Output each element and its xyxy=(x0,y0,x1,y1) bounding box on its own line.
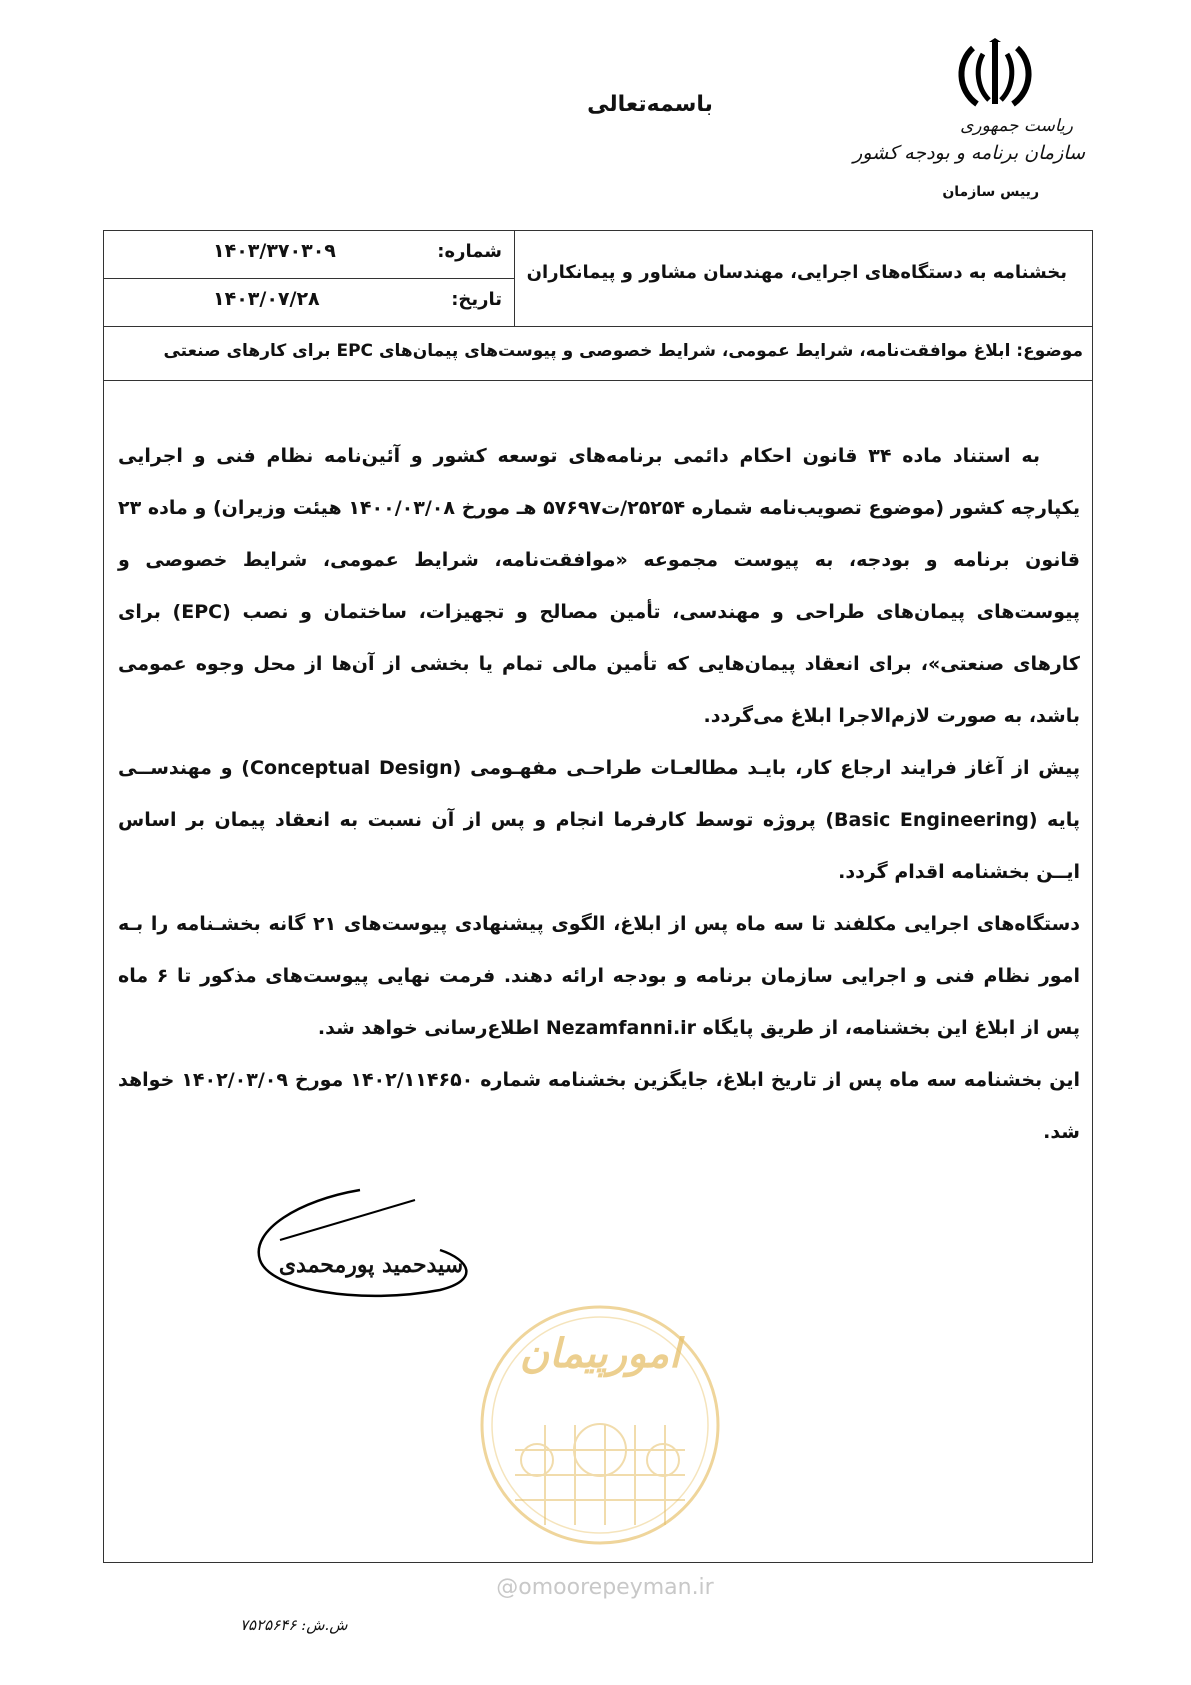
body-paragraph: به استناد ماده ۳۴ قانون احکام دائمی برنامه‌های توسعه کشور و آئین‌نامه نظام فنی و اجرایی یکپارچه کشور (موضوع تصویب‌نامه شماره ۲۵۲۵۴/ت۵۷۶۹۷ هـ مورخ ۱۴۰۰/۰۳/۰۸ هیئت وزیران) و ماده ۲۳ قانون برنامه و بودجه، به پیوست مجموعه «موافقت‌نامه، شرایط عمومی، شرایط خصوصی و پیوست‌های پیمان‌های طراحی و مهندسی، تأمین مصالح و تجهیزات، ساختمان و نصب (EPC) برای کارهای صنعتی»، برای انعقاد پیمان‌هایی که تأمین مالی تمام یا بخشی از آن‌ها از محل وجوه عمومی باشد، به صورت لازم‌الاجرا ابلاغ می‌گردد. xyxy=(118,445,1080,727)
date-row xyxy=(103,278,514,326)
subject-text: موضوع: ابلاغ موافقت‌نامه، شرایط عمومی، شرایط خصوصی و پیوست‌های پیمان‌های EPC برای کارهای صنعتی xyxy=(163,341,1083,361)
recipient-line: بخشنامه به دستگاه‌های اجرایی، مهندسان مشاور و پیمانکاران xyxy=(526,262,1067,283)
signature-scribble-icon xyxy=(240,1180,490,1320)
letter-body xyxy=(118,430,1080,1158)
watermark: @omoorepeyman.ir xyxy=(496,1575,714,1600)
official-stamp xyxy=(475,1300,725,1550)
date-value: ۱۴۰۳/۰۷/۲۸ xyxy=(213,288,320,310)
emblem-icon xyxy=(955,38,1035,110)
page-title: باسمه‌تعالی xyxy=(587,92,713,117)
government-emblem xyxy=(853,38,1085,218)
stamp-text: امورپیمان xyxy=(519,1330,681,1377)
number-row xyxy=(103,230,514,279)
number-label: شماره: xyxy=(437,241,502,262)
body-paragraph: دستگاه‌های اجرایی مکلفند تا سه ماه پس از ابلاغ، الگوی پیشنهادی پیوست‌های ۲۱ گانه بخشـنامه را بـه امور نظام فنی و اجرایی سازمان برنامه و بودجه ارائه دهند. فرمت نهایی پیوست‌های مذکور تا ۶ ماه پس از ابلاغ این بخشنامه، از طریق پایگاه Nezamfanni.ir اطلاع‌رسانی خواهد شد. xyxy=(118,913,1081,1039)
body-paragraph: پیش از آغاز فرایند ارجاع کار، بایـد مطالعـات طراحـی مفهـومی (Conceptual Design) و مهندســی پایه (Basic Engineering) پروژه توسط کارفرما انجام و پس از آن نسبت به انعقاد پیمان بر اساس ایــن بخشنامه اقدام گردد. xyxy=(118,757,1081,883)
org-line-3: رییس سازمان xyxy=(942,184,1039,200)
signature-block xyxy=(240,1180,490,1320)
subject-row xyxy=(103,326,1093,381)
date-label: تاریخ: xyxy=(451,289,502,310)
number-value: ۱۴۰۳/۳۷۰۳۰۹ xyxy=(213,240,336,262)
org-line-1: ریاست جمهوری xyxy=(960,116,1073,136)
footer-code: ش.ش: ۷۵۲۵۶۴۶ xyxy=(240,1616,348,1634)
meta-box xyxy=(103,230,515,326)
signatory-name: سیدحمید پورمحمدی xyxy=(278,1252,464,1278)
body-paragraph: این بخشنامه سه ماه پس از تاریخ ابلاغ، جایگزین بخشنامه شماره ۱۴۰۲/۱۱۴۶۵۰ مورخ ۱۴۰۲/۰۳/۰۹ خواهد شد. xyxy=(118,1069,1080,1143)
org-line-2: سازمان برنامه و بودجه کشور xyxy=(853,142,1085,164)
